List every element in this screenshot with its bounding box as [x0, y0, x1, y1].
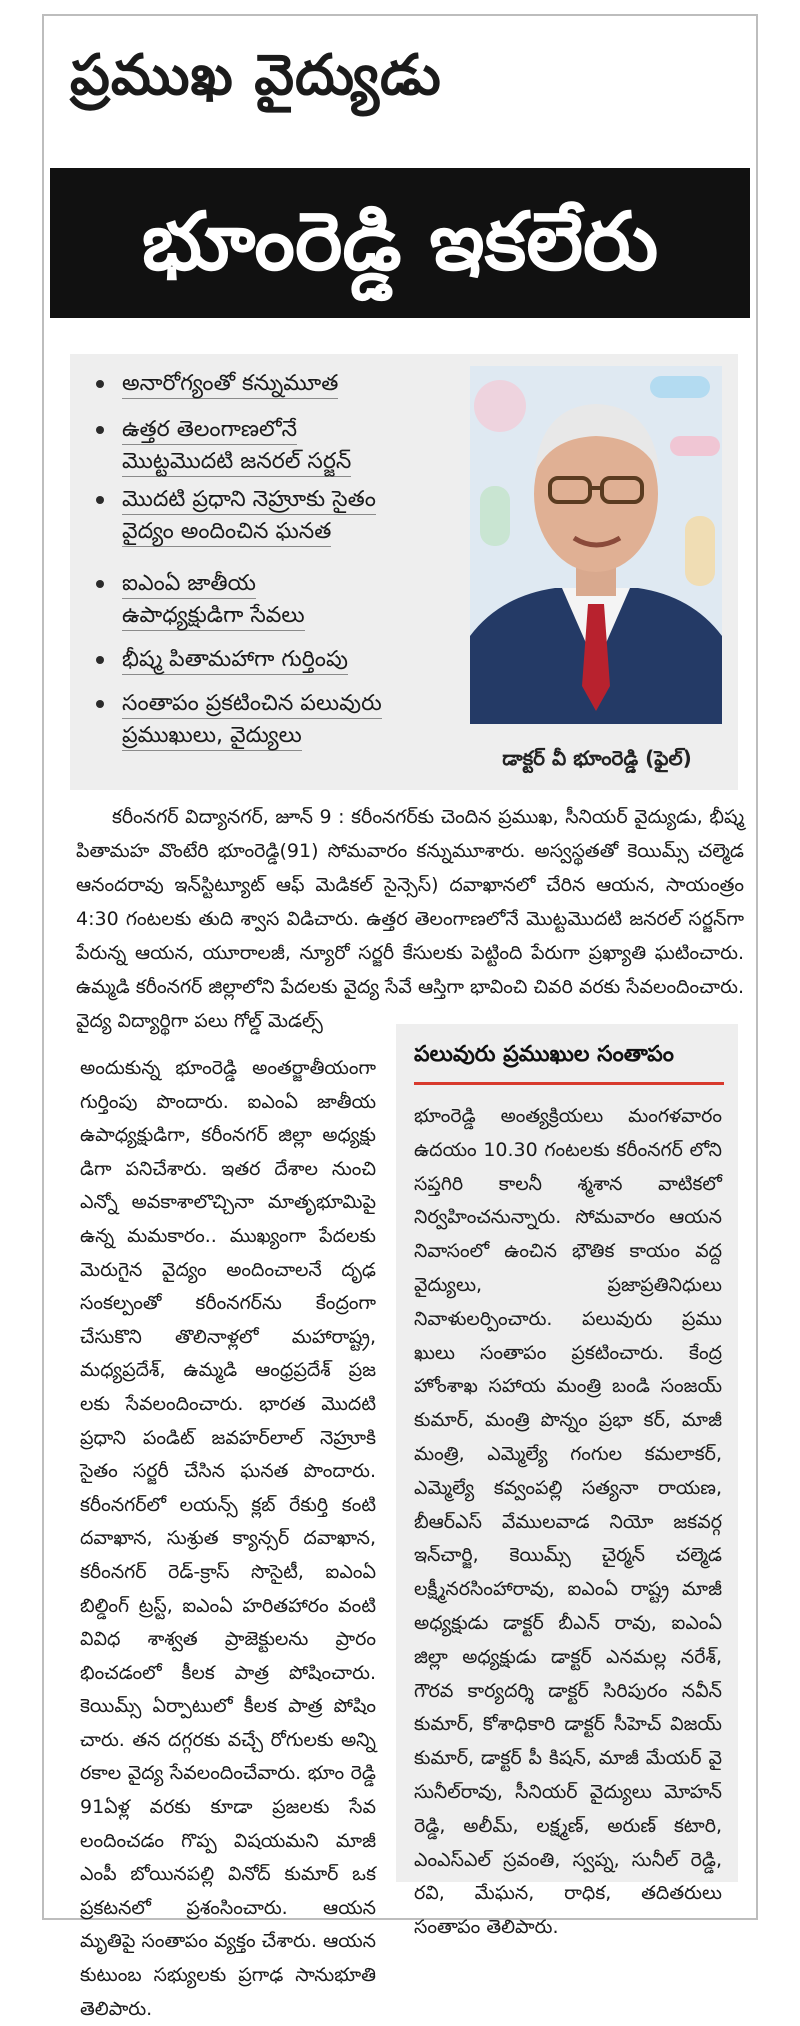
highlight-text: ఐఎంఏ జాతీయ ఉపాధ్యక్షుడిగా సేవలు	[122, 571, 305, 631]
highlight-text: భీష్మ పితామహాగా గుర్తింపు	[122, 647, 348, 675]
highlights-panel	[70, 354, 738, 790]
highlight-text: మొదటి ప్రధాని నెహ్రూకు సైతం వైద్యం అందించిన ఘనత	[122, 487, 376, 547]
headline: భూంరెడ్డి ఇకలేరు	[141, 195, 659, 288]
sidebar-text	[414, 1100, 722, 1945]
sidebar-title: పలువురు ప్రముఖుల సంతాపం	[414, 1042, 674, 1067]
kicker-title: ప్రముఖ వైద్యుడు	[70, 43, 442, 108]
article-body-column	[80, 1052, 376, 2026]
paragraph: భూంరెడ్డి అంత్యక్రియలు మంగళవారం ఉదయం 10.30 గంటలకు కరీంనగర్ లోని సప్తగిరి కాలనీ శ్మశాన వాటికలో నిర్వహించనున్నారు. సోమవారం ఆయన నివాసంలో ఉంచిన భౌతిక కాయం వద్ద వైద్యులు, ప్రజాప్రతినిధులు నివాళులర్పించారు. పలువురు ప్రము ఖులు సంతాపం ప్రకటించారు. కేంద్ర హోంశాఖ సహాయ మంత్రి బండి సంజయ్ కుమార్, మంత్రి పొన్నం ప్రభా కర్, మాజీ మంత్రి, ఎమ్మెల్యే గంగుల కమలాకర్, ఎమ్మెల్యే కవ్వంపల్లి సత్యనా రాయణ, బీఆర్‌ఎస్ వేములవాడ నియో జకవర్గ ఇన్‌చార్జి, కెయిమ్స్ చైర్మన్ చల్మెడ లక్ష్మీనరసింహారావు, ఐఎంఏ రాష్ట్ర మాజీ అధ్యక్షుడు డాక్టర్ బీఎన్ రావు, ఐఎంఏ జిల్లా అధ్యక్షుడు డాక్టర్ ఎనమల్ల నరేశ్, గౌరవ కార్యదర్శి డాక్టర్ సిరిపురం నవీన్ కుమార్, కోశాధికారి డాక్టర్ సీహెచ్ విజయ్ కుమార్, డాక్టర్ పీ కిషన్, మాజీ మేయర్ వై సునీల్‌రావు, సీనియర్ వైద్యులు మోహన్ రెడ్డి, అలీమ్, లక్ష్మణ్, అరుణ్ కటారి, ఎంఎస్‌ఎల్ స్రవంతి, స్వప్న, సునీల్ రెడ్డి, రవి, మేఘన, రాధిక, తదితరులు సంతాపం తెలిపారు.	[414, 1105, 722, 1939]
condolence-sidebar	[396, 1024, 738, 1939]
highlight-text: సంతాపం ప్రకటించిన పలువురు ప్రముఖులు, వైద్యులు	[122, 691, 382, 751]
bullet-icon	[96, 700, 104, 708]
bullet-icon	[96, 426, 104, 434]
bullet-icon	[96, 656, 104, 664]
headline-banner	[50, 168, 750, 318]
photo-caption: డాక్టర్ వీ భూంరెడ్డి (ఫైల్)	[502, 746, 692, 770]
article-body-intro	[76, 800, 744, 1038]
bullet-icon	[96, 580, 104, 588]
sidebar-title-underline	[414, 1082, 724, 1085]
portrait-photo	[470, 366, 722, 724]
paragraph: అందుకున్న భూంరెడ్డి అంతర్జాతీయంగా గుర్తింపు పొందారు. ఐఎంఏ జాతీయ ఉపాధ్యక్షుడిగా, కరీంనగర్ జిల్లా అధ్యక్షు డిగా పనిచేశారు. ఇతర దేశాల నుంచి ఎన్నో అవకాశాలొచ్చినా మాతృభూమిపై ఉన్న మమకారం.. ముఖ్యంగా పేదలకు మెరుగైన వైద్యం అందించాలనే దృఢ సంకల్పంతో కరీంనగర్‌ను కేంద్రంగా చేసుకొని తొలినాళ్లలో మహారాష్ట్ర, మధ్యప్రదేశ్, ఉమ్మడి ఆంధ్రప్రదేశ్ ప్రజ లకు సేవలందించారు. భారత మొదటి ప్రధాని పండిట్ జవహర్‌లాల్ నెహ్రూకి సైతం సర్జరీ చేసిన ఘనత పొందారు. కరీంనగర్‌లో లయన్స్ క్లబ్ రేకుర్తి కంటి దవాఖాన, సుశ్రుత క్యాన్సర్ దవాఖాన, కరీంనగర్ రెడ్-క్రాస్ సొసైటీ, ఐఎంఏ బిల్డింగ్ ట్రస్ట్, ఐఎంఏ హరితహారం వంటి వివిధ శాశ్వత ప్రాజెక్టులను ప్రారం భించడంలో కీలక పాత్ర పోషించారు. కెయిమ్స్ ఏర్పాటులో కీలక పాత్ర పోషిం చారు. తన దగ్గరకు వచ్చే రోగులకు అన్ని రకాల వైద్య సేవలందించేవారు. భూం రెడ్డి 91ఏళ్ల వరకు కూడా ప్రజలకు సేవ లందించడం గొప్ప విషయమని మాజీ ఎంపీ బోయినపల్లి వినోద్ కుమార్ ఒక ప్రకటనలో ప్రశంసించారు. ఆయన మృతిపై సంతాపం వ్యక్తం చేశారు. ఆయన కుటుంబ సభ్యులకు ప్రగాఢ సానుభూతి తెలిపారు.	[80, 1057, 376, 2020]
highlight-text: అనారోగ్యంతో కన్నుమూత	[122, 371, 338, 399]
highlight-text: ఉత్తర తెలంగాణలోనే మొట్టమొదటి జనరల్ సర్జన్	[122, 417, 351, 477]
bullet-icon	[96, 380, 104, 388]
paragraph: కరీంనగర్ విద్యానగర్, జూన్ 9 : కరీంనగర్‌కు చెందిన ప్రముఖ, సీనియర్ వైద్యుడు, భీష్మ పితామహ వొంటేరి భూంరెడ్డి(91) సోమవారం కన్నుమూశారు. అస్వస్థతతో కెయిమ్స్ చల్మెడ ఆనందరావు ఇన్‌స్టిట్యూట్ ఆఫ్ మెడికల్ సైన్సెస్) దవాఖానలో చేరిన ఆయన, సాయంత్రం 4:30 గంటలకు తుది శ్వాస విడిచారు. ఉత్తర తెలంగాణలోనే మొట్టమొదటి జనరల్ సర్జన్‌గా పేరున్న ఆయన, యూరాలజీ, న్యూరో సర్జరీ కేసులకు పెట్టింది పేరుగా ప్రఖ్యాతి ఘటించారు. ఉమ్మడి కరీంనగర్ జిల్లాలోని పేదలకు వైద్య సేవే ఆస్తిగా భావించి చివరి వరకు సేవలందించారు. వైద్య విద్యార్థిగా పలు గోల్డ్ మెడల్స్	[76, 806, 745, 1032]
bullet-icon	[96, 496, 104, 504]
